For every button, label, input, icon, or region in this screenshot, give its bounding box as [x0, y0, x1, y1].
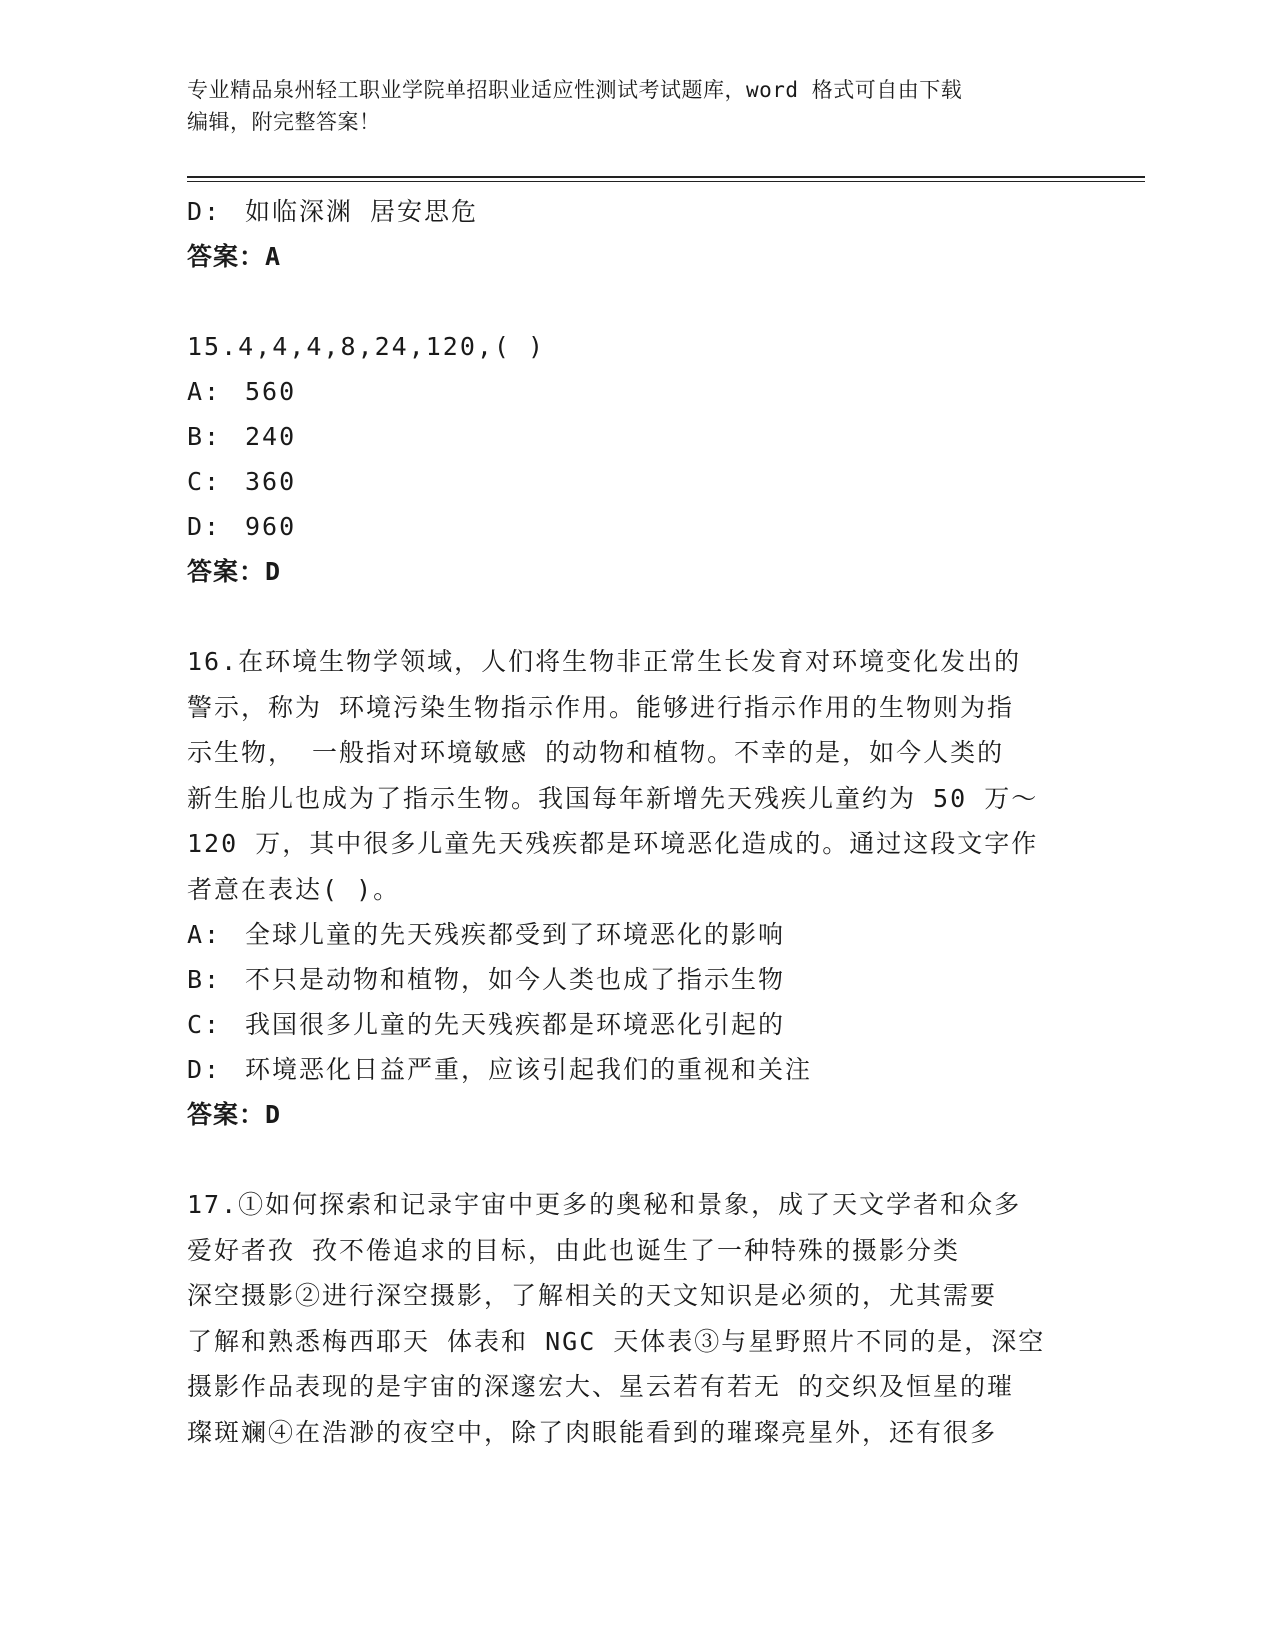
option-label: C:: [187, 1010, 222, 1039]
header-divider: [187, 176, 1145, 182]
q16-answer: 答案：D: [187, 1100, 282, 1129]
q17-stem-line: 璨斑斓④在浩渺的夜空中，除了肉眼能看到的璀璨亮星外，还有很多: [187, 1417, 998, 1447]
spacer: [187, 594, 1087, 639]
option-text: 240: [245, 422, 297, 451]
q16-stem: [187, 639, 1087, 912]
header-line-2: 编辑，附完整答案！: [187, 110, 381, 134]
option-label: B:: [187, 965, 222, 994]
q15-stem: 15.4,4,4,8,24,120,( ): [187, 332, 546, 361]
q15-option-b: [187, 414, 1087, 459]
option-label: D:: [187, 1055, 222, 1084]
spacer: [187, 1137, 1087, 1182]
option-text: 560: [245, 377, 297, 406]
option-text: 我国很多儿童的先天残疾都是环境恶化引起的: [245, 1010, 786, 1039]
header-line-1: 专业精品泉州轻工职业学院单招职业适应性测试考试题库，word 格式可自由下载: [187, 78, 963, 102]
option-text: 如临深渊 居安思危: [245, 197, 479, 226]
q15-option-d: [187, 504, 1087, 549]
option-text: 全球儿童的先天残疾都受到了环境恶化的影响: [245, 920, 786, 949]
q16-stem-line: 示生物， 一般指对环境敏感 的动物和植物。不幸的是，如今人类的: [187, 738, 1005, 767]
q17-stem-line: 17.①如何探索和记录宇宙中更多的奥秘和景象，成了天文学者和众多: [187, 1190, 1022, 1219]
option-label: A:: [187, 920, 222, 949]
option-label: D:: [187, 197, 222, 226]
q17-stem-line: 摄影作品表现的是宇宙的深邃宏大、星云若有若无 的交织及恒星的璀: [187, 1372, 1015, 1401]
page-header: [187, 74, 1067, 138]
q17-stem: [187, 1182, 1087, 1455]
q15-option-c: [187, 459, 1087, 504]
option-text: 不只是动物和植物，如今人类也成了指示生物: [245, 965, 786, 994]
q16-option-d: [187, 1047, 1087, 1092]
option-label: C:: [187, 467, 222, 496]
q15-answer: 答案：D: [187, 557, 282, 586]
q16-stem-line: 120 万，其中很多儿童先天残疾都是环境恶化造成的。通过这段文字作: [187, 829, 1039, 858]
option-label: A:: [187, 377, 222, 406]
q16-stem-line: 16.在环境生物学领域，人们将生物非正常生长发育对环境变化发出的: [187, 647, 1022, 676]
option-text: 环境恶化日益严重，应该引起我们的重视和关注: [245, 1055, 813, 1084]
option-label: B:: [187, 422, 222, 451]
q17-stem-line: 爱好者孜 孜不倦追求的目标，由此也诞生了一种特殊的摄影分类: [187, 1235, 961, 1265]
q16-stem-line: 警示，称为 环境污染生物指示作用。能够进行指示作用的生物则为指: [187, 692, 1015, 722]
q16-option-a: [187, 912, 1087, 957]
option-text: 360: [245, 467, 297, 496]
document-body: [187, 189, 1087, 1455]
q17-stem-line: 了解和熟悉梅西耶天 体表和 NGC 天体表③与星野照片不同的是，深空: [187, 1326, 1046, 1356]
prev-answer: 答案：A: [187, 242, 282, 271]
option-text: 960: [245, 512, 297, 541]
q16-stem-line: 者意在表达( )。: [187, 874, 401, 904]
q15-option-a: [187, 369, 1087, 414]
prev-option-d: [187, 189, 1087, 234]
q17-stem-line: 深空摄影②进行深空摄影，了解相关的天文知识是必须的，尤其需要: [187, 1281, 998, 1310]
q16-option-b: [187, 957, 1087, 1002]
spacer: [187, 279, 1087, 324]
q16-option-c: [187, 1002, 1087, 1047]
q16-stem-line: 新生胎儿也成为了指示生物。我国每年新增先天残疾儿童约为 50 万～: [187, 783, 1039, 813]
option-label: D:: [187, 512, 222, 541]
